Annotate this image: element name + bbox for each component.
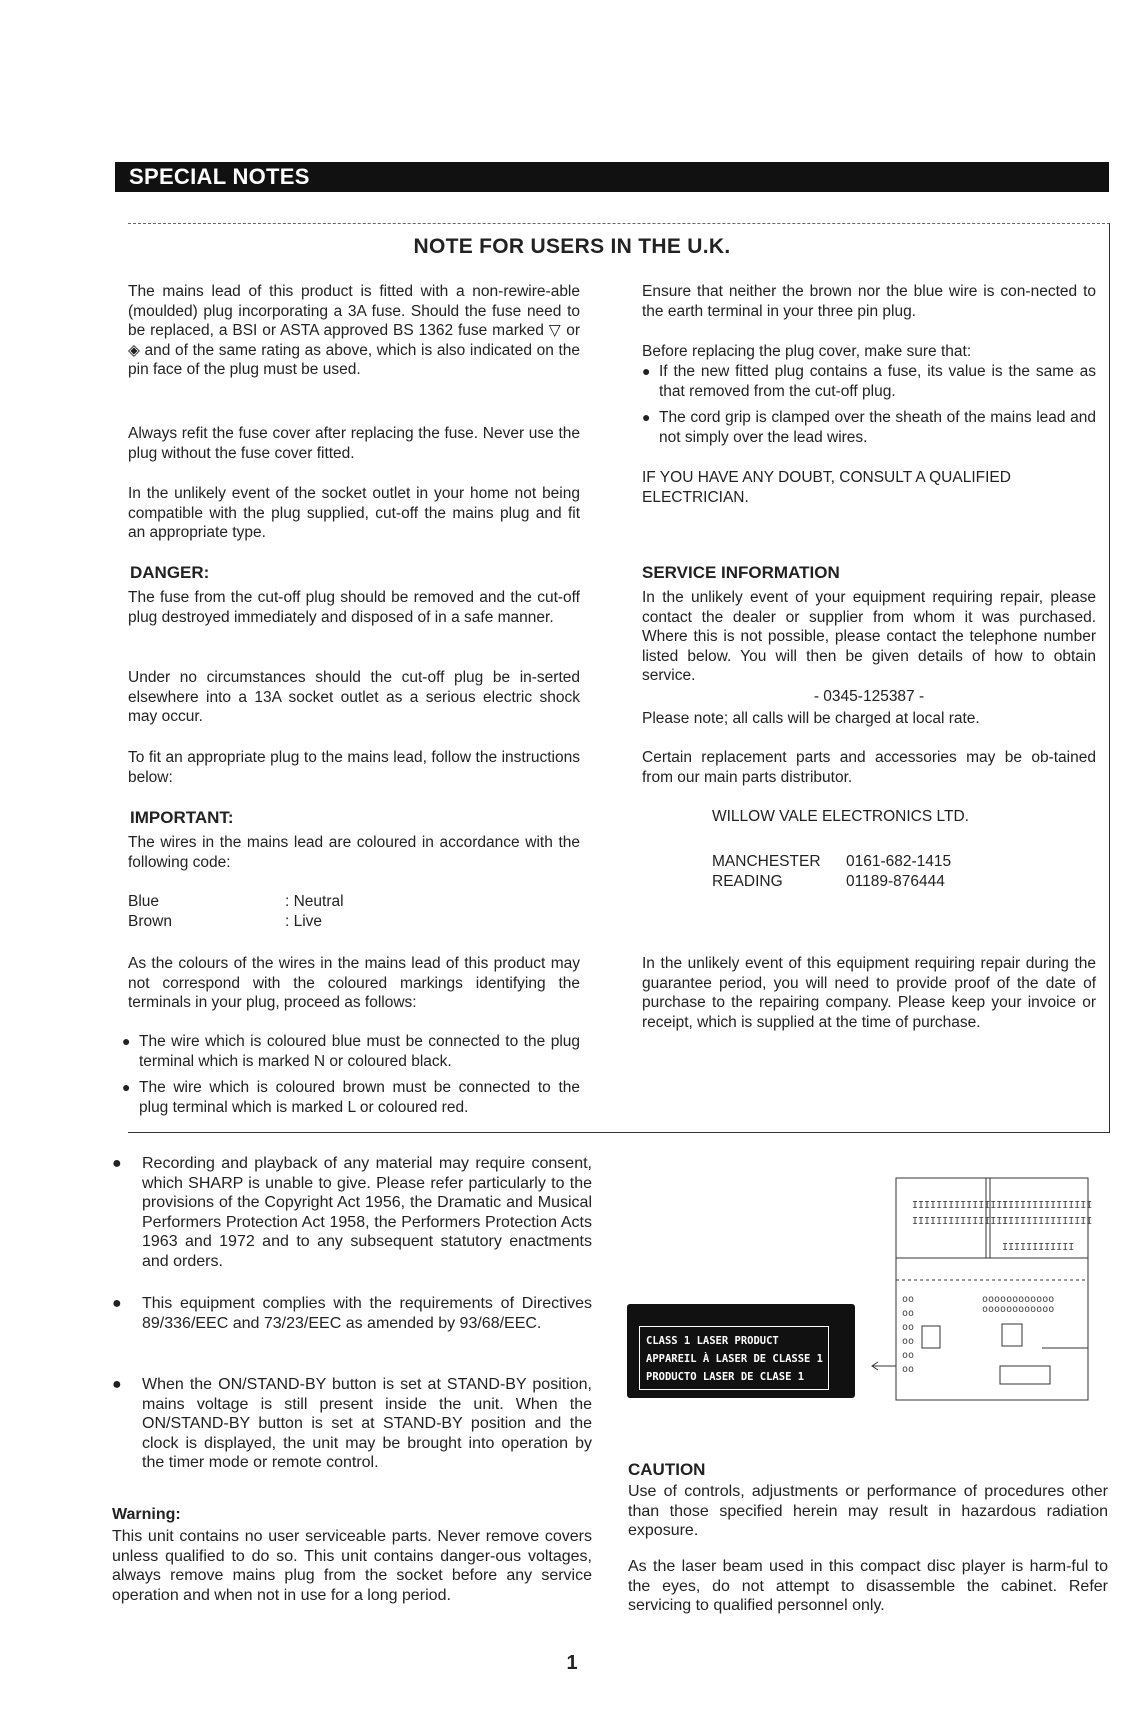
- laser-label-frame: [639, 1326, 829, 1390]
- svg-text:oo: oo: [902, 1308, 915, 1319]
- code-blue-meaning: : Neutral: [285, 893, 344, 910]
- service-paragraph-1: In the unlikely event of your equipment requiring repair, please contact the dealer or supplier from whom it was purchased. Where this is not possible, please contact the telephone number listed below. You will then be given details of how to obtain service.: [642, 589, 1096, 684]
- svg-text:IIIIIIIIIIIIIII: IIIIIIIIIIIIIII: [1002, 1200, 1092, 1211]
- laser-label-line-3: PRODUCTO LASER DE CLASE 1: [646, 1371, 805, 1383]
- code-brown-colour: Brown: [128, 913, 172, 930]
- laser-label-line-2: APPAREIL À LASER DE CLASSE 1: [646, 1353, 824, 1365]
- section-title: SPECIAL NOTES: [129, 164, 310, 189]
- svg-text:oo: oo: [902, 1336, 915, 1347]
- bullet-dot-icon: ●: [122, 1079, 131, 1095]
- contact-manchester-city: MANCHESTER: [712, 853, 821, 870]
- svg-text:oo: oo: [902, 1364, 915, 1375]
- guarantee-paragraph: In the unlikely event of this equipment requiring repair during the guarantee period, you will need to provide proof of the date of purchase to the repairing company. Please keep your invoice or receipt, which is supplied at the time of purchase.: [642, 955, 1096, 1031]
- danger-paragraph-3: To fit an appropriate plug to the mains lead, follow the instructions below:: [128, 749, 580, 786]
- uk-right-paragraph-3: IF YOU HAVE ANY DOUBT, CONSULT A QUALIFIED ELECTRICIAN.: [642, 469, 1011, 506]
- laser-product-label: [627, 1304, 855, 1398]
- bullet-dot-icon: ●: [122, 1033, 131, 1049]
- danger-heading: DANGER:: [130, 563, 210, 582]
- plug-check-bullet-1: ● If the new fitted plug contains a fuse, its value is the same as that removed from the cut-off plug.: [642, 363, 1096, 400]
- bullet-dot-icon: ●: [112, 1295, 122, 1312]
- svg-text:IIIIIIIIIIIIIIII: IIIIIIIIIIIIIIII: [912, 1200, 1009, 1211]
- service-heading: SERVICE INFORMATION: [642, 563, 840, 582]
- bullet-dot-icon: ●: [112, 1155, 122, 1172]
- contact-manchester-phone: 0161-682-1415: [846, 853, 952, 870]
- unit-rear-panel-diagram: [862, 1176, 1092, 1402]
- uk-left-paragraph-1: The mains lead of this product is fitted with a non-rewire-able (moulded) plug incorporating a 3A fuse. Should the fuse need to be replaced, a BSI or ASTA approved BS 1362 fuse marked ▽ or ◈ and of the same rating as above, which is also indicated on the pin face of the plug must be used.: [128, 283, 580, 378]
- wire-bullet-blue: ● The wire which is coloured blue must be connected to the plug terminal which is marked N or coloured black.: [122, 1033, 580, 1070]
- contact-reading-city: READING: [712, 873, 783, 890]
- laser-label-line-1: CLASS 1 LASER PRODUCT: [646, 1335, 779, 1347]
- standby-bullet: ● When the ON/STAND-BY button is set at STAND-BY position, mains voltage is still present inside the unit. When the ON/STAND-BY button is set at STAND-BY position and the clock is displayed, the unit may be brought into operation by the timer mode or remote control.: [112, 1376, 592, 1471]
- service-phone: - 0345-125387 -: [813, 688, 925, 705]
- uk-right-paragraph-1: Ensure that neither the brown nor the blue wire is con-nected to the earth terminal in your three pin plug.: [642, 283, 1096, 320]
- warning-heading: Warning:: [112, 1506, 181, 1523]
- code-brown-meaning: : Live: [285, 913, 323, 930]
- uk-left-paragraph-2: Always refit the fuse cover after replacing the fuse. Never use the plug without the fuse cover fitted.: [128, 425, 580, 462]
- uk-note-title: NOTE FOR USERS IN THE U.K.: [413, 235, 731, 258]
- bullet-dot-icon: ●: [642, 363, 651, 379]
- svg-text:oo: oo: [902, 1294, 915, 1305]
- caution-heading: CAUTION: [628, 1460, 706, 1479]
- uk-left-paragraph-3: In the unlikely event of the socket outlet in your home not being compatible with the plug supplied, cut-off the mains plug and fit an appropriate type.: [128, 485, 580, 541]
- service-note: Please note; all calls will be charged at local rate.: [642, 710, 980, 727]
- caution-paragraph-2: As the laser beam used in this compact disc player is harm-ful to the eyes, do not attempt to disassemble the cabinet. Refer servicing to qualified personnel only.: [628, 1558, 1108, 1614]
- contact-reading-phone: 01189-876444: [846, 873, 945, 890]
- caution-paragraph-1: Use of controls, adjustments or performance of procedures other than those specified herein may result in hazardous radiation exposure.: [628, 1483, 1108, 1539]
- page-number: 1: [566, 1652, 578, 1674]
- copyright-bullet: ● Recording and playback of any material may require consent, which SHARP is unable to give. Please refer particularly to the provisions of the Copyright Act 1956, the Dramatic and Musical Performers Protection Act 1958, the Performers Protection Acts 1963 and 1972 and to any subsequent statutory enactments and orders.: [112, 1155, 592, 1270]
- bullet-dot-icon: ●: [112, 1376, 122, 1393]
- important-paragraph-2: As the colours of the wires in the mains lead of this product may not correspond with the coloured markings identifying the terminals in your plug, proceed as follows:: [128, 955, 580, 1011]
- svg-text:oooooooooooo: oooooooooooo: [982, 1294, 1055, 1305]
- svg-text:IIIIIIIIIIIIIII: IIIIIIIIIIIIIII: [1002, 1216, 1092, 1227]
- svg-text:IIIIIIIIIIIIIIII: IIIIIIIIIIIIIIII: [912, 1216, 1009, 1227]
- code-blue-colour: Blue: [128, 893, 160, 910]
- svg-text:IIIIIIIIIIII: IIIIIIIIIIII: [1002, 1242, 1075, 1253]
- warning-text: This unit contains no user serviceable parts. Never remove covers unless qualified to do so. This unit contains danger-ous voltages, always remove mains plug from the socket before any service operation and when not in use for a long period.: [112, 1528, 592, 1604]
- uk-right-paragraph-2: Before replacing the plug cover, make sure that:: [642, 343, 972, 360]
- directives-bullet: ● This equipment complies with the requirements of Directives 89/336/EEC and 73/23/EEC as amended by 93/68/EEC.: [112, 1295, 592, 1332]
- danger-paragraph-2: Under no circumstances should the cut-off plug be in-serted elsewhere into a 13A socket outlet as a serious electric shock may occur.: [128, 669, 580, 725]
- bullet-dot-icon: ●: [642, 409, 651, 425]
- section-header-bar: [115, 162, 1109, 192]
- important-heading: IMPORTANT:: [130, 808, 234, 827]
- danger-paragraph-1: The fuse from the cut-off plug should be removed and the cut-off plug destroyed immediately and disposed of in a safe manner.: [128, 589, 580, 626]
- plug-check-bullet-2: ● The cord grip is clamped over the sheath of the mains lead and not simply over the lead wires.: [642, 409, 1096, 446]
- important-paragraph-1: The wires in the mains lead are coloured in accordance with the following code:: [128, 834, 580, 871]
- svg-text:oo: oo: [902, 1350, 915, 1361]
- wire-bullet-brown: ● The wire which is coloured brown must be connected to the plug terminal which is marked L or coloured red.: [122, 1079, 580, 1116]
- service-paragraph-2: Certain replacement parts and accessories may be ob-tained from our main parts distributor.: [642, 749, 1096, 786]
- svg-text:oo: oo: [902, 1322, 915, 1333]
- distributor-name: WILLOW VALE ELECTRONICS LTD.: [712, 808, 969, 825]
- svg-text:oooooooooooo: oooooooooooo: [982, 1304, 1055, 1315]
